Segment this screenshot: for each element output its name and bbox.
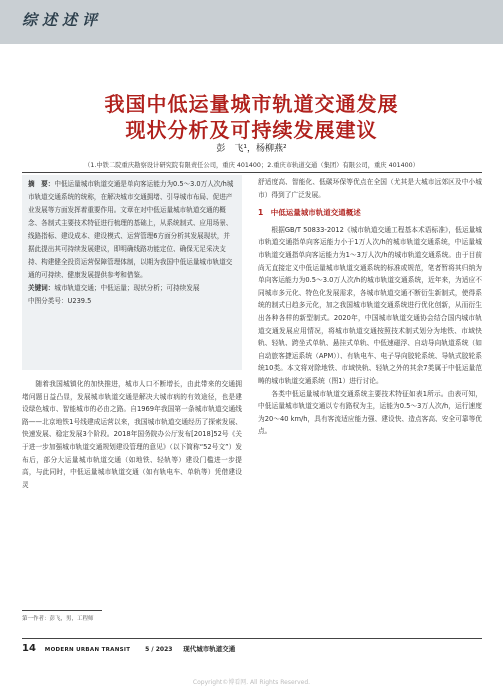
- copyright-watermark: Copyright©博看网. All Rights Reserved.: [192, 679, 311, 686]
- footnote: 第一作者：彭飞，男，工程师: [22, 616, 94, 622]
- section-1-heading: 1 中低运量城市轨道交通概述: [258, 208, 361, 218]
- clc-number: 中图分类号：U239.5: [28, 297, 92, 305]
- footer-rule: [22, 638, 482, 639]
- page-footer: [22, 643, 235, 654]
- right-intro-paragraph: 舒适度高、智能化、低碳环保等优点在全国（尤其是大城市远郊区及中小城市）得到了广泛发展。: [258, 178, 482, 199]
- keywords-text: 城市轨道交通；中低运量；现状分析；可持续发展: [54, 284, 200, 292]
- footnote-rule: [22, 610, 102, 611]
- abstract-label: 摘 要：: [28, 180, 55, 188]
- abstract-text: 中低运量城市轨道交通是单向客运能力为0.5～3.0万人次/h城市轨道交通系统的统称，在解决城市交通拥堵、引导城市布局、促进产业发展等方面发挥着重要作用。文章在对中低运量城市轨道交通的概念、各制式主要技术特征进行梳理的基础上，从系统制式、应用场景、线路指标、建设成本、建设模式、运营管理6方面分析其发展现状，并据此提出其可持续发展建议，即明确线路功能定位、确保无足采决支持、构建健全投资运营保障管理体制，以期为我国中低运量城市轨道交通的可持续、健康发展提供参考和借鉴。: [28, 180, 234, 279]
- header-band: [0, 0, 503, 44]
- journal-name-cn: 现代城市轨道交通: [183, 645, 236, 653]
- right-body-paragraph: 根据GB/T 50833-2012《城市轨道交通工程基本术语标准》，低运量城市轨道交通指单向客运能力小于1万人次/h的城市轨道交通系统，中运量城市轨道交通指单向客运能力为1～3万人次/h的城市轨道交通系统。由于目前尚无直接定义中低运量城市轨道交通系统的标准或规范，笔者暂将其归纳为单向客运能力为0.5～3.0万人次/h的城市轨道交通系统，近年来，为适应不同城市多元化、特色化发展需求，各城市轨道交通不断衍生新制式，使得系统的制式日趋多元化，加之我国城市轨道交通系统进行优化创新，从而衍生出各种各样的新型制式。2020年，中国城市轨道交通协会结合国内城市轨道交通发展应用情况，将城市轨道交通按照技术制式划分为地铁、市域快轨、轻轨、跨坐式单轨、悬挂式单轨、中低速磁浮、自动导向轨道系统（如自动旅客捷运系统（APM））、有轨电车、电子导向胶轮系统、导轨式胶轮系统10类。本文将对除地铁、市域快轨、轻轨之外的其余7类属于中低运量范畴的城市轨道交通系统（图1）进行讨论。: [258, 225, 482, 385]
- section-tag: 综述述评: [22, 11, 103, 29]
- affiliation: （1.中铁二院重庆勘察设计研究院有限责任公司，重庆 401400；2.重庆市轨道交通（集团）有限公司，重庆 401400）: [84, 162, 419, 169]
- left-column-body: [22, 378, 242, 491]
- keywords-label: 关键词：: [28, 284, 55, 292]
- abstract-box: [22, 175, 242, 370]
- right-column: [258, 176, 482, 438]
- right-body-paragraph-2: 各类中低运量城市轨道交通系统主要技术特征如表1所示。由表可知，中低运量城市轨道交通以专有路权为主，运能为0.5～3万人次/h，运行速度为20～40 km/h，具有客流适应能力强、建设快、造点客高、安全可靠等优点。: [258, 389, 482, 436]
- divider-rule: [22, 172, 482, 173]
- article-title-line-1: 我国中低运量城市轨道交通发展: [104, 92, 399, 116]
- left-body-paragraph: 随着我国城镇化的加快推进，城市人口不断增长，由此带来的交通拥堵问题日益凸显，发展城市轨道交通是解决大城市病的有效途径，也是建设绿色城市、智能城市的必由之路。自1969年我国第一条城市轨道交通线路——北京地铁1号线建成运营以来，我国城市轨道交通经历了探索发展、快速发展、稳定发展3个阶段。2018年国务院办公厅发布[2018]52号《关于进一步加强城市轨道交通规划建设管理的意见》（以下简称“52号文”）发布后，部分大运量城市轨道交通（如地铁、轻轨等）建设门槛进一步提高，与此同时，中低运量城市轨道交通（如有轨电车、单轨等）凭借建设灵: [22, 380, 242, 489]
- authors: 彭 飞¹，杨柳燕²: [216, 144, 287, 154]
- journal-name-en: MODERN URBAN TRANSIT: [44, 647, 131, 653]
- issue-number: 5 / 2023: [145, 646, 173, 653]
- page-number: 14: [22, 643, 36, 654]
- article-title-line-2: 现状分析及可持续发展建议: [125, 118, 378, 142]
